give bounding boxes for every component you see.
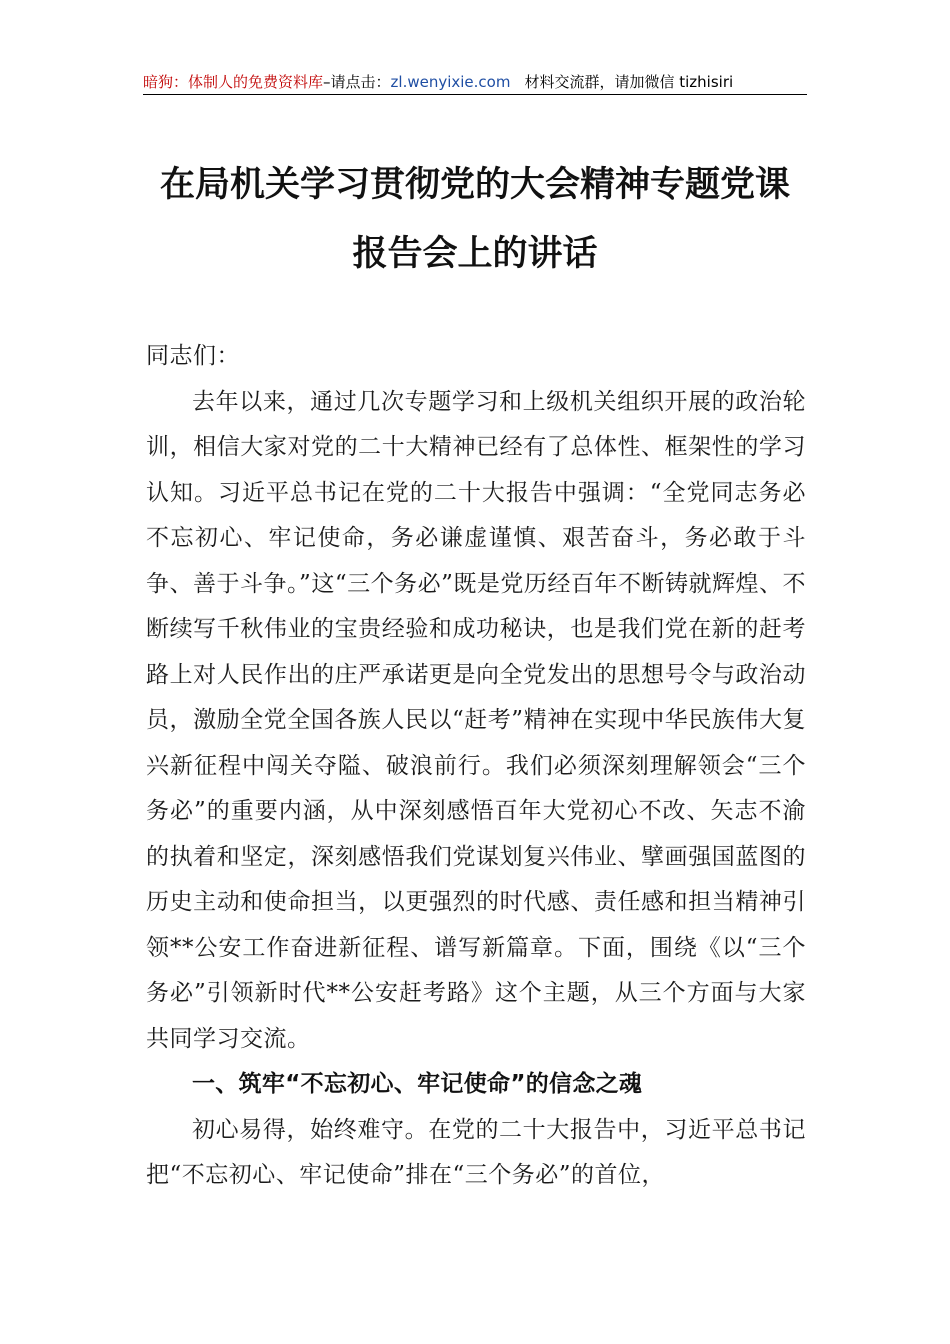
header-prompt: –请点击： <box>323 73 391 91</box>
document-body <box>146 334 806 1199</box>
section-1-heading: 一、筑牢“不忘初心、牢记使命”的信念之魂 <box>192 1071 643 1097</box>
salutation: 同志们： <box>146 343 240 369</box>
header-divider <box>143 94 807 95</box>
header-link[interactable]: zl.wenyixie.com <box>390 73 511 91</box>
intro-paragraph: 去年以来，通过几次专题学习和上级机关组织开展的政治轮训，相信大家对党的二十大精神已经有了总体性、框架性的学习认知。习近平总书记在党的二十大报告中强调：“全党同志务必不忘初心、牢记使命，务必谦虚谨慎、艰苦奋斗，务必敢于斗争、善于斗争。”这“三个务必”既是党历经百年不断铸就辉煌、不断续写千秋伟业的宝贵经验和成功秘诀，也是我们党在新的赶考路上对人民作出的庄严承诺更是向全党发出的思想号令与政治动员，激励全党全国各族人民以“赶考”精神在实现中华民族伟大复兴新征程中闯关夺隘、破浪前行。我们必须深刻理解领会“三个务必”的重要内涵，从中深刻感悟百年大党初心不改、矢志不渝的执着和坚定，深刻感悟我们党谋划复兴伟业、擘画强国蓝图的历史主动和使命担当，以更强烈的时代感、责任感和担当精神引领**公安工作奋进新征程、谱写新篇章。下面，围绕《以“三个务必”引领新时代**公安赶考路》这个主题，从三个方面与大家共同学习交流。 <box>146 388 806 1052</box>
header-brand: 暗狗：体制人的免费资料库 <box>143 73 324 91</box>
header-contact: 材料交流群，请加微信 tizhisiri <box>524 73 734 91</box>
section-1-paragraph: 初心易得，始终难守。在党的二十大报告中，习近平总书记把“不忘初心、牢记使命”排在“三个务必”的首位， <box>146 1116 806 1188</box>
document-title-line-2: 报告会上的讲话 <box>352 233 598 274</box>
document-title-line-1: 在局机关学习贯彻党的大会精神专题党课 <box>159 164 790 205</box>
header-banner <box>143 70 807 94</box>
